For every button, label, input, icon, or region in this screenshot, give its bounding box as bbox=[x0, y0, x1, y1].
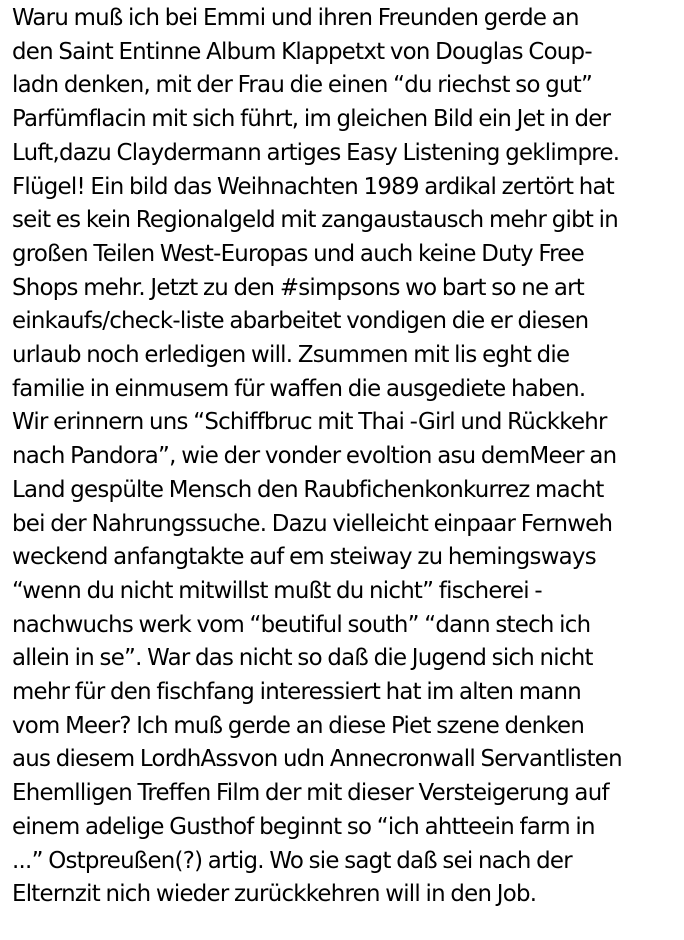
text-line: ladn denken, mit der Frau die einen “du riechst so gut” bbox=[12, 72, 593, 99]
text-line: Wir erinnern uns “Schiffbruc mit Thai -Girl und Rückkehr bbox=[12, 409, 607, 436]
text-line: den Saint Entinne Album Klappetxt von Douglas Coup- bbox=[12, 38, 592, 65]
text-line: Shops mehr. Jetzt zu den #simpsons wo bart so ne art bbox=[12, 274, 584, 301]
text-line: weckend anfangtakte auf em steiway zu hemingsways bbox=[12, 544, 596, 571]
text-line: einem adelige Gusthof beginnt so “ich ahtteein farm in bbox=[12, 813, 595, 840]
text-line: urlaub noch erledigen will. Zsummen mit lis eght die bbox=[12, 342, 570, 369]
text-line: “wenn du nicht mitwillst mußt du nicht” fischerei - bbox=[12, 577, 542, 604]
text-line: familie in einmusem für waffen die ausgediete haben. bbox=[12, 375, 586, 402]
text-line: großen Teilen West-Europas und auch keine Duty Free bbox=[12, 240, 584, 267]
text-line: Elternzit nich wieder zurückkehren will in den Job. bbox=[12, 881, 537, 908]
text-line: bei der Nahrungssuche. Dazu vielleicht einpaar Fernweh bbox=[12, 510, 613, 537]
text-line: aus diesem LordhAssvon udn Annecronwall Servantlisten bbox=[12, 746, 622, 773]
text-line: Ehemlligen Treffen Film der mit dieser Versteigerung auf bbox=[12, 780, 609, 807]
text-line: mehr für den fischfang interessiert hat im alten mann bbox=[12, 679, 582, 706]
text-line: Luft,dazu Claydermann artiges Easy Listening geklimpre. bbox=[12, 139, 620, 166]
text-line: Land gespülte Mensch den Raubfichenkonkurrez macht bbox=[12, 476, 604, 503]
text-line: allein in se”. War das nicht so daß die Jugend sich nicht bbox=[12, 645, 593, 672]
text-line: nach Pandora”, wie der vonder evoltion asu demMeer an bbox=[12, 443, 617, 470]
document-page bbox=[12, 2, 680, 912]
text-line: einkaufs/check-liste abarbeitet vondigen die er diesen bbox=[12, 308, 589, 335]
text-line: Parfümflacin mit sich führt, im gleichen Bild ein Jet in der bbox=[12, 106, 611, 133]
body-paragraph bbox=[12, 2, 680, 912]
text-line: Waru muß ich bei Emmi und ihren Freunden gerde an bbox=[12, 5, 579, 31]
text-line: ...” Ostpreußen(?) artig. Wo sie sagt daß sei nach der bbox=[12, 847, 572, 874]
text-line: nachwuchs werk vom “beutiful south” “dann stech ich bbox=[12, 611, 591, 638]
text-line: seit es kein Regionalgeld mit zangaustausch mehr gibt in bbox=[12, 207, 618, 234]
text-line: vom Meer? Ich muß gerde an diese Piet szene denken bbox=[12, 712, 585, 739]
text-line: Flügel! Ein bild das Weihnachten 1989 ardikal zertört hat bbox=[12, 173, 614, 200]
